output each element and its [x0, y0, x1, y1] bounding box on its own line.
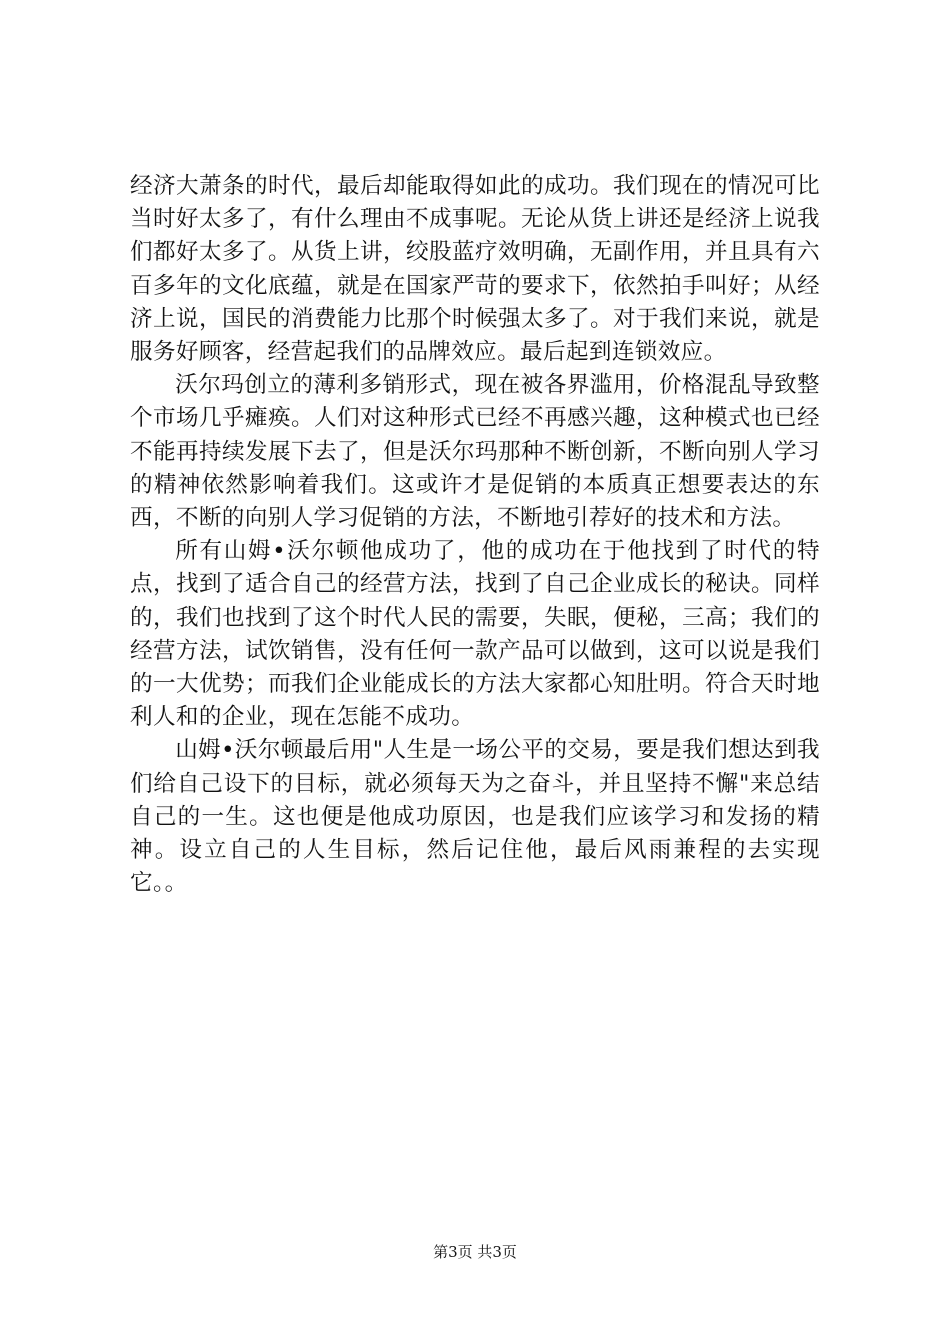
- paragraph-walmart-model: 沃尔玛创立的薄利多销形式，现在被各界滥用，价格混乱导致整个市场几乎瘫痪。人们对这种形式已经不再感兴趣，这种模式也已经不能再持续发展下去了，但是沃尔玛那种不断创新，不断向别人学习的精神依然影响着我们。这或许才是促销的本质真正想要表达的东西，不断的向别人学习促销的方法，不断地引荐好的技术和方法。: [130, 372, 820, 532]
- paragraph-sam-walton-success: 所有山姆•沃尔顿他成功了，他的成功在于他找到了时代的特点，找到了适合自己的经营方法，找到了自己企业成长的秘诀。同样的，我们也找到了这个时代人民的需要，失眠，便秘，三高；我们的经营方法，试饮销售，没有任何一款产品可以做到，这可以说是我们的一大优势；而我们企业能成长的方法大家都心知肚明。符合天时地利人和的企业，现在怎能不成功。: [130, 538, 820, 731]
- page-footer: [0, 1242, 950, 1262]
- paragraph-life-goal: 山姆•沃尔顿最后用"人生是一场公平的交易，要是我们想达到我们给自己设下的目标，就必须每天为之奋斗，并且坚持不懈"来总结自己的一生。这也便是他成功原因，也是我们应该学习和发扬的精神。设立自己的人生目标，然后记住他，最后风雨兼程的去实现它。。: [130, 737, 820, 897]
- page-number: 第3页 共3页: [433, 1243, 517, 1261]
- document-body: [130, 170, 820, 900]
- paragraph-continued: 经济大萧条的时代，最后却能取得如此的成功。我们现在的情况可比当时好太多了，有什么理由不成事呢。无论从货上讲还是经济上说我们都好太多了。从货上讲，绞股蓝疗效明确，无副作用，并且具有六百多年的文化底蕴，就是在国家严苛的要求下，依然拍手叫好；从经济上说，国民的消费能力比那个时候强太多了。对于我们来说，就是服务好顾客，经营起我们的品牌效应。最后起到连锁效应。: [130, 173, 820, 366]
